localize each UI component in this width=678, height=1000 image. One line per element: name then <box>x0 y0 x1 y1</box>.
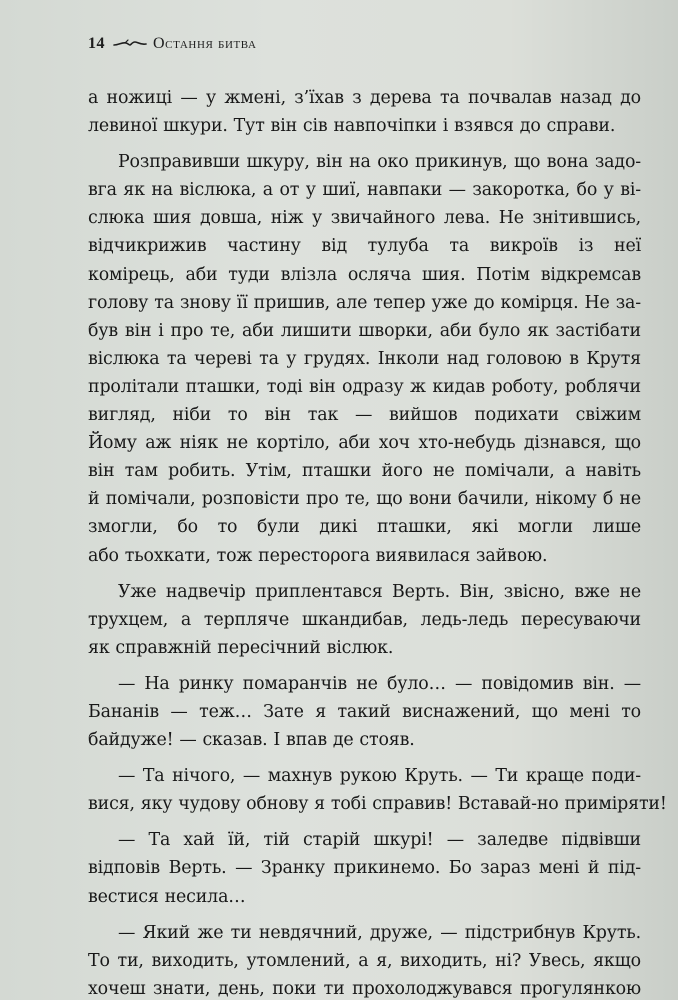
flourish-ornament-icon <box>113 38 147 50</box>
text-line: й помічали, розповісти про те, що вони бачили, нікому б не <box>88 489 641 510</box>
text-line: відповів Верть. — Зранку прикинемо. Бо зараз мені й під- <box>88 858 641 879</box>
text-line: як справжній пересічний віслюк. <box>88 637 394 658</box>
text-line: — Та хай їй, тій старій шкурі! — заледве підвівши <box>118 830 641 851</box>
text-line: — Який же ти невдячний, друже, — підстрибнув Круть. <box>118 922 641 943</box>
paragraph <box>88 578 641 662</box>
paragraph-gap <box>88 818 641 826</box>
text-line: був він і про те, аби лишити шворки, аби було як застібати <box>88 320 641 341</box>
paragraph <box>88 919 641 1000</box>
text-line: вися, яку чудову обнову я тобі справив! Вставай-но приміряти! <box>88 794 667 815</box>
text-line: байдуже! — сказав. І впав де стояв. <box>88 730 415 751</box>
text-line: — На ринку помаранчів не було… — повідомив він. — <box>118 673 641 694</box>
text-line: Йому аж ніяк не кортіло, аби хоч хто-небудь дізнався, що <box>88 433 641 454</box>
text-line: слюка шия довша, ніж у звичайного лева. Не знітившись, <box>88 208 641 229</box>
text-line: хочеш знати, день, поки ти прохолоджувався прогулянкою <box>88 978 641 999</box>
text-line: він там робить. Утім, пташки його не помічали, а навіть <box>88 461 641 482</box>
text-line: Розправивши шкуру, він на око прикинув, що вона задо- <box>118 152 641 173</box>
page-number: 14 <box>88 35 105 52</box>
text-line: трухцем, а терпляче шкандибав, ледь-ледь пересуваючи <box>88 609 641 630</box>
text-line: Уже надвечір приплентався Верть. Він, звісно, вже не <box>118 581 641 602</box>
text-line: пролітали пташки, тоді він одразу ж кидав роботу, роблячи <box>88 376 641 397</box>
running-header <box>88 32 257 56</box>
paragraph <box>88 826 641 910</box>
text-line: комірець, аби туди влізла осляча шия. Потім відкремсав <box>88 264 641 285</box>
paragraph <box>88 148 641 569</box>
text-line: голову та знову її пришив, але тепер уже до комірця. Не за- <box>88 292 641 313</box>
paragraph <box>88 762 667 818</box>
text-line: або тьохкати, тож перестορога виявилася зайвою. <box>88 545 548 566</box>
text-line: вигляд, ніби то він так — вийшов подихати свіжим <box>88 405 641 426</box>
text-line: віслюка та череві та у грудях. Інколи над головою в Крутя <box>88 348 641 369</box>
paragraph-gap <box>88 911 641 919</box>
paragraph-gap <box>88 140 641 148</box>
paragraph-gap <box>88 754 641 762</box>
text-line: левиної шкури. Тут він сів навпочіпки і взявся до справи. <box>88 116 616 137</box>
running-title: Остання битва <box>153 35 257 52</box>
text-line: змогли, бо то були дикі пташки, які могли лише <box>88 517 641 538</box>
text-line: Бананів — теж… Зате я такий виснажений, що мені то <box>88 701 641 722</box>
text-line: вестися несила… <box>88 886 246 907</box>
text-line: вга як на віслюка, а от у шиї, навпаки — закоротка, бо у ві- <box>88 180 641 201</box>
text-line: То ти, виходить, утомлений, а я, виходить, ні? Увесь, якщо <box>88 950 641 971</box>
paragraph <box>88 670 641 754</box>
paragraph-gap <box>88 662 641 670</box>
paragraph <box>88 84 641 140</box>
paragraph-gap <box>88 570 641 578</box>
text-line: відчикрижив частину від тулуба та викроїв із неї <box>88 236 641 257</box>
text-line: а ножиці — у жмені, з’їхав з дерева та почвалав назад до <box>88 88 641 108</box>
body-text <box>88 84 667 1000</box>
text-line: — Та нічого, — махнув рукою Круть. — Ти краще поди- <box>118 766 641 787</box>
